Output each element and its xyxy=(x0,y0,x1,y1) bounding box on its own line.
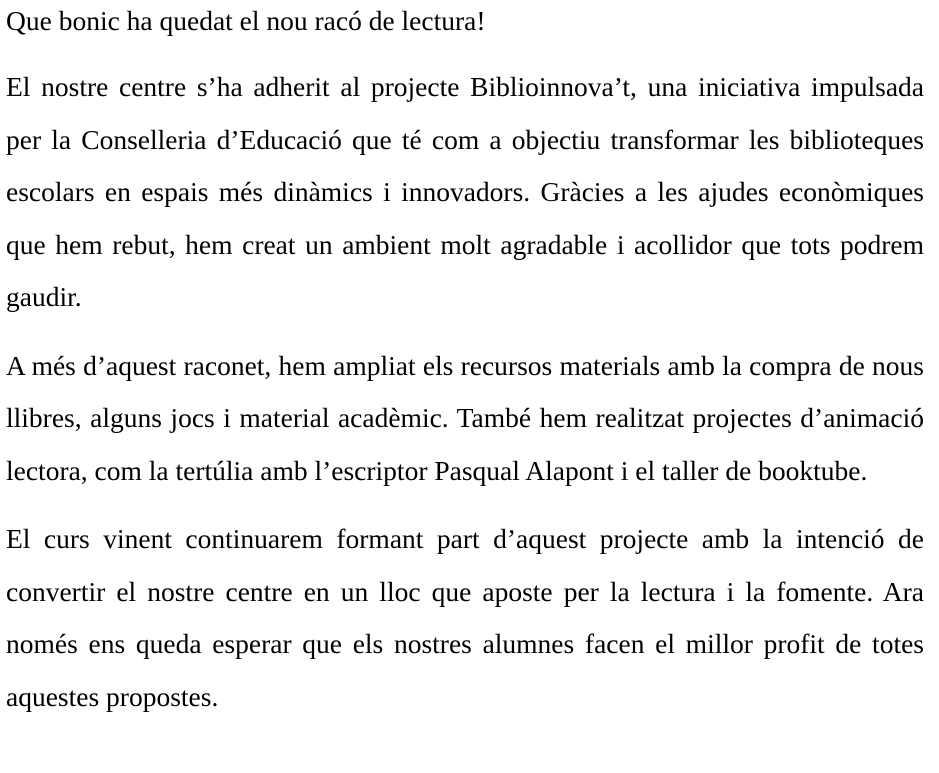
document-body xyxy=(6,0,924,723)
paragraph-project: El nostre centre s’ha adherit al projecte Biblioinnova’t, una iniciativa impulsada per la Conselleria d’Educació que té com a objectiu transformar les biblioteques escolars en espais més dinàmics i innovadors. Gràcies a les ajudes econòmiques que hem rebut, hem creat un ambient molt agradable i acollidor que tots podrem gaudir. xyxy=(6,71,924,312)
paragraph-resources: A més d’aquest raconet, hem ampliat els recursos materials amb la compra de nous llibres, alguns jocs i material acadèmic. També hem realitzat projectes d’animació lectora, com la tertúlia amb l’escriptor Pasqual Alapont i el taller de booktube. xyxy=(6,349,924,486)
document-title: Que bonic ha quedat el nou racó de lectura! xyxy=(6,5,486,36)
paragraph-next-year: El curs vinent continuarem formant part d’aquest projecte amb la intenció de convertir el nostre centre en un lloc que aposte per la lectura i la fomente. Ara només ens queda esperar que els nostres alumnes facen el millor profit de totes aquestes propostes. xyxy=(6,523,924,712)
